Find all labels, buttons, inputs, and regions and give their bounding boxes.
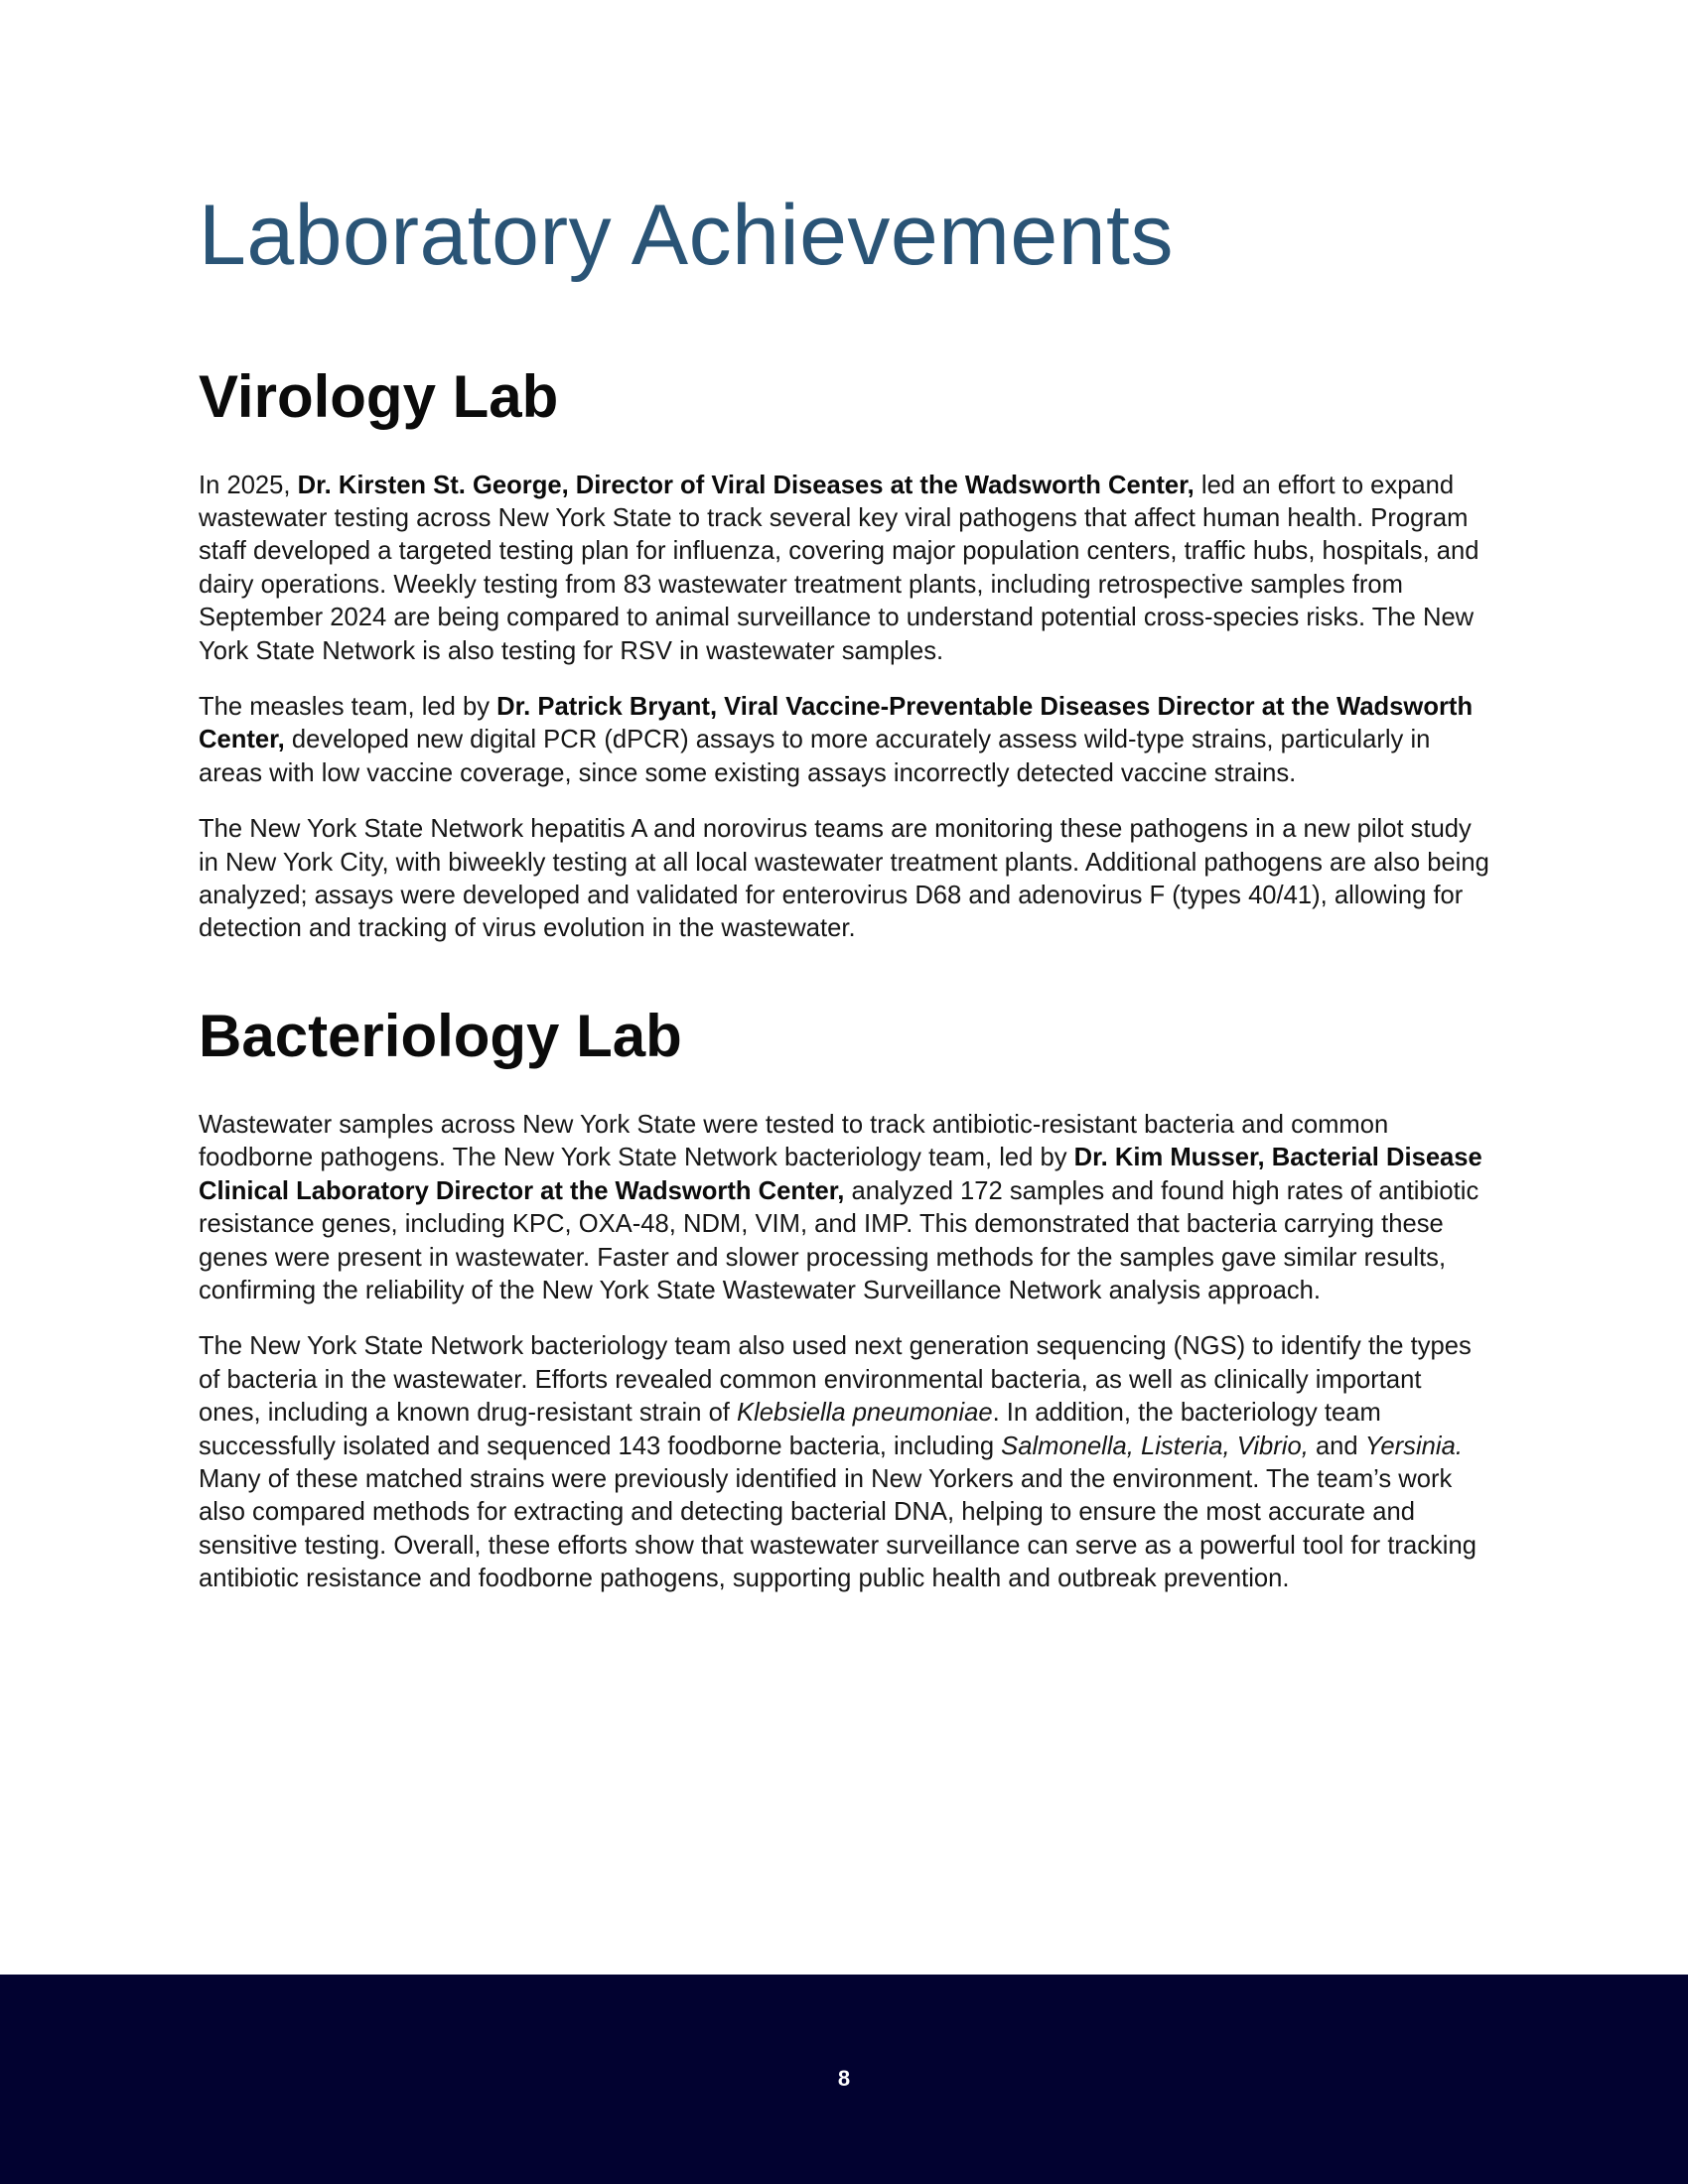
text-run: developed new digital PCR (dPCR) assays to more accurately assess wild-type strains, particularly in areas with low vaccine coverage, since some existing assays incorrectly detected vaccine strains. bbox=[199, 726, 1431, 787]
bacteriology-paragraph-1 bbox=[199, 1109, 1489, 1307]
virology-heading: Virology Lab bbox=[199, 362, 559, 430]
text-run: Many of these matched strains were previously identified in New Yorkers and the environment. The team’s work also compared methods for extracting and detecting bacterial DNA, helping to ensure the most accurate and sensitive testing. Overall, these efforts show that wastewater surveillance can serve as a powerful tool for tracking antibiotic resistance and foodborne pathogens, supporting public health and outbreak prevention. bbox=[199, 1464, 1477, 1593]
bacteriology-section bbox=[199, 1004, 1489, 1596]
text-run: The measles team, led by bbox=[199, 693, 497, 722]
text-run: . In addition, the bacteriology team successfully isolated and sequenced 143 foodborne bacteria, including bbox=[199, 1399, 1381, 1460]
italic-run: Salmonella, Listeria, Vibrio, bbox=[1001, 1432, 1309, 1460]
page-number: 8 bbox=[837, 2066, 851, 2091]
italic-run: Klebsiella pneumoniae bbox=[737, 1399, 993, 1428]
bold-run: Dr. Kim Musser, Bacterial Disease Clinical Laboratory Director at the Wadsworth Center, bbox=[199, 1144, 1482, 1205]
footer-band bbox=[0, 1975, 1688, 2184]
virology-paragraph-3: The New York State Network hepatitis A and norovirus teams are monitoring these pathogens in a new pilot study in New York City, with biweekly testing at all local wastewater treatment plants. Additional pathogens are also being analyzed; assays were developed and validated for enterovirus D68 and adenovirus F (types 40/41), allowing for detection and tracking of virus evolution in the wastewater. bbox=[199, 815, 1489, 943]
page-title: Laboratory Achievements bbox=[199, 188, 1174, 283]
bacteriology-heading: Bacteriology Lab bbox=[199, 1002, 682, 1069]
virology-section bbox=[199, 364, 1489, 946]
bacteriology-paragraph-2 bbox=[199, 1330, 1489, 1595]
bold-run: Dr. Kirsten St. George, Director of Viral Diseases at the Wadsworth Center, bbox=[297, 471, 1195, 499]
bold-run: Dr. Patrick Bryant, Viral Vaccine-Preventable Diseases Director at the Wadsworth Center, bbox=[199, 693, 1474, 754]
text-run: analyzed 172 samples and found high rates of antibiotic resistance genes, including KPC, OXA-48, NDM, VIM, and IMP. This demonstrated that bacteria carrying these genes were present in wastewater. Faster and slower processing methods for the samples gave similar results, confirming the reliability of the New York State Wastewater Surveillance Network analysis approach. bbox=[199, 1176, 1479, 1304]
text-run: Wastewater samples across New York State were tested to track antibiotic-resistant bacteria and common foodborne pathogens. The New York State Network bacteriology team, led by bbox=[199, 1110, 1389, 1172]
text-run: The New York State Network bacteriology team also used next generation sequencing (NGS) to identify the types of bacteria in the wastewater. Efforts revealed common environmental bacteria, as well as clinically important ones, including a known drug-resistant strain of bbox=[199, 1332, 1472, 1428]
text-run: In 2025, bbox=[199, 471, 298, 499]
page-content bbox=[199, 189, 1489, 1619]
italic-run: Yersinia. bbox=[1364, 1432, 1463, 1460]
text-run: and bbox=[1308, 1432, 1365, 1460]
text-run: led an effort to expand wastewater testing across New York State to track several key viral pathogens that affect human health. Program staff developed a targeted testing plan for influenza, covering major population centers, traffic hubs, hospitals, and dairy operations. Weekly testing from 83 wastewater treatment plants, including retrospective samples from September 2024 are being compared to animal surveillance to understand potential cross-species risks. The New York State Network is also testing for RSV in wastewater samples. bbox=[199, 471, 1479, 665]
virology-paragraph-1 bbox=[199, 470, 1489, 668]
virology-paragraph-2 bbox=[199, 691, 1489, 790]
